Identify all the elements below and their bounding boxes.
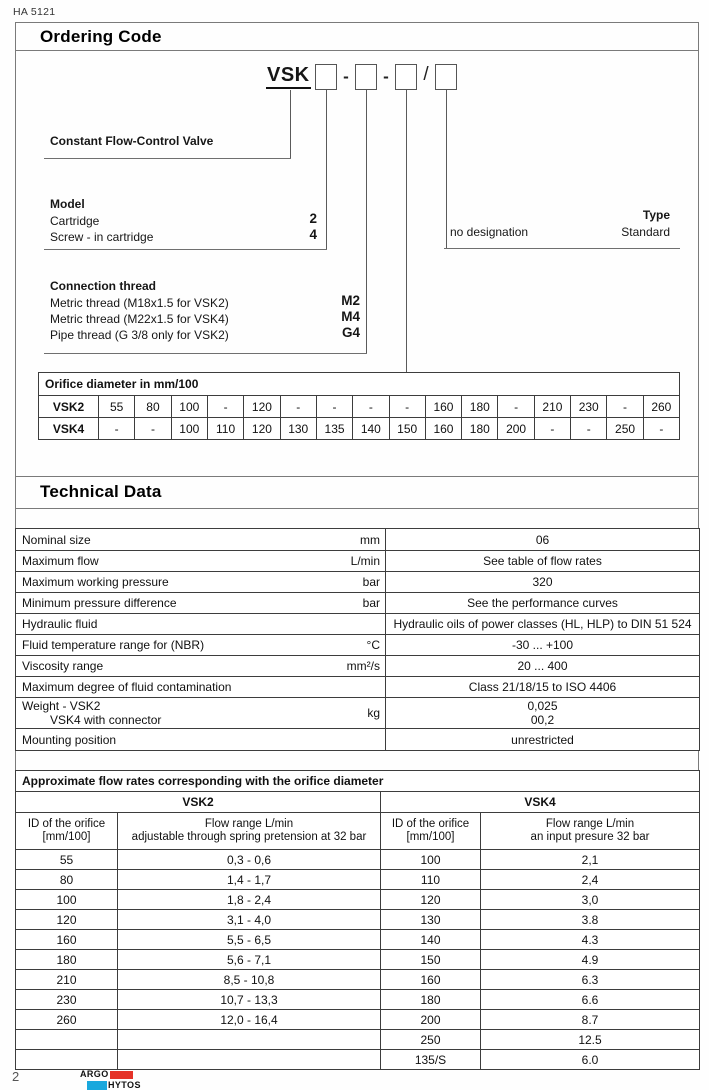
flow-cell: 10,7 - 13,3: [118, 990, 381, 1010]
orifice-cell: 110: [207, 418, 243, 440]
orifice-cell: 180: [462, 418, 498, 440]
tech-label: [22, 554, 99, 568]
orifice-cell: 160: [425, 418, 461, 440]
flow-cell: 3,0: [481, 890, 700, 910]
header-line: ID of the orifice: [391, 817, 470, 830]
tech-value-cell: [386, 698, 700, 729]
orifice-title-row: [39, 373, 680, 396]
orifice-cell: 120: [244, 418, 280, 440]
product-label-underline: [44, 158, 291, 159]
flow-cell: 6.0: [481, 1050, 700, 1070]
tech-label-line: Maximum working pressure: [22, 575, 169, 589]
flow-cell: 180: [381, 990, 481, 1010]
orifice-cell: 135: [316, 418, 352, 440]
tech-row: [16, 656, 700, 677]
tech-row: [16, 593, 700, 614]
header-line: Flow range L/min: [545, 817, 635, 830]
tech-value-cell: [386, 729, 700, 751]
flow-cell: 12,0 - 16,4: [118, 1010, 381, 1030]
flow-row: [16, 1010, 700, 1030]
orifice-cell: 160: [425, 396, 461, 418]
code-separator-2: -: [383, 67, 389, 86]
tech-label-cell: [16, 635, 386, 656]
tech-value-cell: [386, 656, 700, 677]
orifice-cell: 130: [280, 418, 316, 440]
ordering-code-title: Ordering Code: [40, 27, 162, 46]
tech-row: [16, 729, 700, 751]
logo-argo-text: ARGO: [80, 1069, 109, 1079]
flow-cell: 4.9: [481, 950, 700, 970]
tech-label-wrap: [16, 575, 385, 589]
flow-cell: 80: [16, 870, 118, 890]
orifice-cell: 120: [244, 396, 280, 418]
tech-tbody: [16, 529, 700, 751]
flow-cell: 55: [16, 850, 118, 870]
tech-label: [22, 680, 231, 694]
tech-label-wrap: [16, 554, 385, 568]
tech-value-line: Class 21/18/15 to ISO 4406: [468, 680, 617, 694]
flow-cell: [118, 1030, 381, 1050]
model-option-label: Cartridge: [50, 214, 100, 228]
tech-label-line: Weight - VSK2: [22, 699, 101, 713]
flow-cell: 150: [381, 950, 481, 970]
flow-cell: 160: [16, 930, 118, 950]
model-option-code: 4: [309, 227, 317, 242]
orifice-cell: -: [389, 396, 425, 418]
orifice-row-label: VSK4: [39, 418, 99, 440]
flow-cell: 3,1 - 4,0: [118, 910, 381, 930]
tech-label-wrap: [16, 638, 385, 652]
tech-label-cell: [16, 698, 386, 729]
header-line: ID of the orifice: [27, 817, 106, 830]
connection-option-label: Pipe thread (G 3/8 only for VSK2): [50, 328, 229, 342]
tech-label-line: Viscosity range: [22, 659, 104, 673]
flow-row: [16, 890, 700, 910]
flow-cell: [118, 1050, 381, 1070]
model-option-code: 2: [309, 211, 317, 226]
orifice-cell: -: [607, 396, 643, 418]
flow-group-row: [16, 792, 700, 813]
orifice-diameter-table: [38, 372, 680, 440]
flow-cell: 120: [381, 890, 481, 910]
header-line: Flow range L/min: [204, 817, 294, 830]
technical-data-title: Technical Data: [40, 482, 162, 501]
tech-label-cell: [16, 729, 386, 751]
orifice-table-title: Orifice diameter in mm/100: [39, 373, 680, 396]
ordering-code-prefix: VSK: [266, 64, 311, 89]
ordering-section-bottom: [15, 476, 699, 477]
ordering-title-divider: [15, 50, 699, 51]
flow-cell: 160: [381, 970, 481, 990]
orifice-cell: 200: [498, 418, 534, 440]
flow-cell: 135/S: [381, 1050, 481, 1070]
flow-row: [16, 870, 700, 890]
orifice-cell: -: [498, 396, 534, 418]
tech-label-line: Maximum degree of fluid contamination: [22, 680, 232, 694]
tech-label-cell: [16, 551, 386, 572]
tech-value-line: 00,2: [530, 713, 555, 727]
connector-line-model: [326, 90, 327, 249]
tech-unit: °C: [366, 638, 380, 652]
flow-cell: 0,3 - 0,6: [118, 850, 381, 870]
flow-header-vsk2-id: [16, 813, 118, 850]
doc-number: HA 5121: [13, 6, 56, 18]
tech-label: [22, 699, 161, 727]
tech-value-cell: [386, 677, 700, 698]
orifice-cell: 250: [607, 418, 643, 440]
flow-group-vsk4: VSK4: [381, 792, 700, 813]
flow-cell: 5,5 - 6,5: [118, 930, 381, 950]
flow-row: [16, 910, 700, 930]
flow-row: [16, 970, 700, 990]
code-separator-1: -: [343, 67, 349, 86]
code-separator-3: /: [423, 64, 429, 85]
tech-label-line: Minimum pressure difference: [22, 596, 177, 610]
connector-line-orifice: [406, 90, 407, 372]
orifice-row-label: VSK2: [39, 396, 99, 418]
orifice-cell: 230: [571, 396, 607, 418]
code-box-connection: [355, 64, 377, 90]
tech-row: [16, 635, 700, 656]
tech-row: [16, 529, 700, 551]
flow-cell: 2,1: [481, 850, 700, 870]
flow-row: [16, 930, 700, 950]
tech-value-line: 06: [535, 532, 550, 547]
tech-label: [22, 533, 91, 547]
flow-cell: 6.6: [481, 990, 700, 1010]
logo-top-row: [80, 1070, 141, 1079]
orifice-cell: -: [643, 418, 679, 440]
tech-label-wrap: [16, 617, 385, 631]
tech-value-line: See table of flow rates: [483, 554, 602, 568]
tech-label-cell: [16, 572, 386, 593]
orifice-cell: -: [207, 396, 243, 418]
orifice-cell: 210: [534, 396, 570, 418]
flow-cell: 2,4: [481, 870, 700, 890]
product-label: Constant Flow-Control Valve: [50, 134, 214, 148]
tech-row: [16, 551, 700, 572]
tech-value-line: See the performance curves: [467, 596, 618, 610]
orifice-cell: 100: [171, 396, 207, 418]
orifice-cell: -: [99, 418, 135, 440]
flow-cell: 180: [16, 950, 118, 970]
flow-header-vsk2-flow: [118, 813, 381, 850]
flow-cell: 110: [381, 870, 481, 890]
tech-unit: L/min: [350, 554, 380, 568]
connector-line-connection: [366, 90, 367, 353]
type-block-underline: [444, 248, 680, 249]
flow-row: [16, 1050, 700, 1070]
tech-label: [22, 617, 97, 631]
connection-option-code: M4: [341, 309, 360, 324]
flow-cell: 120: [16, 910, 118, 930]
tech-label-line: Hydraulic fluid: [22, 617, 98, 631]
flow-cell: 8,5 - 10,8: [118, 970, 381, 990]
flow-cell: 130: [381, 910, 481, 930]
tech-label-wrap: [16, 680, 385, 694]
type-heading: Type: [642, 208, 670, 222]
tech-label: [22, 596, 177, 610]
tech-label-wrap: [16, 733, 385, 747]
tech-label-line: VSK4 with connector: [50, 713, 162, 727]
orifice-cell: 55: [99, 396, 135, 418]
tech-value-line: -30 ... +100: [511, 638, 574, 652]
flow-header-row: [16, 813, 700, 850]
flow-cell: 5,6 - 7,1: [118, 950, 381, 970]
connection-option-code: M2: [341, 293, 360, 308]
connector-line-prefix: [290, 90, 291, 158]
connection-heading: Connection thread: [50, 279, 157, 293]
flow-cell: 8.7: [481, 1010, 700, 1030]
connection-option-label: Metric thread (M22x1.5 for VSK4): [50, 312, 229, 326]
orifice-cell: 100: [171, 418, 207, 440]
header-line: [mm/100]: [42, 831, 91, 843]
orifice-cell: -: [280, 396, 316, 418]
flow-title-row: [16, 771, 700, 792]
tech-value-cell: [386, 614, 700, 635]
tech-row: [16, 614, 700, 635]
tech-label-cell: [16, 656, 386, 677]
flow-tbody: [16, 771, 700, 1070]
tech-label: [22, 659, 103, 673]
tech-label-line: Fluid temperature range for (NBR): [22, 638, 205, 652]
logo-bottom-row: [87, 1080, 141, 1090]
flow-cell: [16, 1050, 118, 1070]
tech-label-wrap: [16, 699, 385, 727]
type-option-label: no designation: [450, 225, 529, 239]
flow-cell: 230: [16, 990, 118, 1010]
flow-row: [16, 950, 700, 970]
orifice-cell: 180: [462, 396, 498, 418]
tech-unit: bar: [362, 596, 380, 610]
tech-row: [16, 698, 700, 729]
tech-unit: bar: [362, 575, 380, 589]
orifice-cell: -: [571, 418, 607, 440]
technical-title-divider: [15, 508, 699, 509]
flow-cell: 4.3: [481, 930, 700, 950]
connector-line-type: [446, 90, 447, 248]
flow-cell: 260: [16, 1010, 118, 1030]
flow-cell: 1,4 - 1,7: [118, 870, 381, 890]
connection-option-code: G4: [341, 325, 360, 340]
tech-label-cell: [16, 677, 386, 698]
tech-unit: mm²/s: [346, 659, 380, 673]
tech-value-line: 0,025: [527, 699, 558, 713]
flow-table-title: Approximate flow rates corresponding with the orifice diameter: [16, 771, 700, 792]
connection-block-underline: [44, 353, 367, 354]
logo-red-block: [110, 1071, 133, 1079]
flow-cell: 100: [16, 890, 118, 910]
orifice-cell: -: [353, 396, 389, 418]
orifice-row: [39, 418, 680, 440]
flow-header-vsk4-id: [381, 813, 481, 850]
flow-rates-table: [15, 770, 700, 1070]
header-line: adjustable through spring pretension at 32 bar: [131, 831, 367, 843]
header-line: [mm/100]: [406, 831, 455, 843]
tech-label: [22, 638, 204, 652]
flow-cell: 100: [381, 850, 481, 870]
orifice-cell: -: [316, 396, 352, 418]
flow-group-vsk2: VSK2: [16, 792, 381, 813]
tech-value-cell: [386, 529, 700, 551]
flow-row: [16, 850, 700, 870]
logo-cyan-block: [87, 1081, 107, 1090]
flow-row: [16, 990, 700, 1010]
tech-value-cell: [386, 551, 700, 572]
flow-cell: 3.8: [481, 910, 700, 930]
flow-cell: 6.3: [481, 970, 700, 990]
tech-label-wrap: [16, 596, 385, 610]
tech-row: [16, 677, 700, 698]
tech-label-cell: [16, 614, 386, 635]
orifice-cell: 140: [353, 418, 389, 440]
orifice-cell: 150: [389, 418, 425, 440]
logo-hytos-text: HYTOS: [108, 1079, 141, 1090]
code-box-orifice: [395, 64, 417, 90]
model-option-label: Screw - in cartridge: [50, 230, 154, 244]
tech-value-cell: [386, 593, 700, 614]
technical-data-table: [15, 528, 700, 751]
tech-value-line: Hydraulic oils of power classes (HL, HLP) to DIN 51 524: [393, 617, 692, 631]
code-box-type: [435, 64, 457, 90]
flow-cell: [16, 1030, 118, 1050]
tech-label: [22, 575, 169, 589]
tech-label-line: Nominal size: [22, 532, 91, 547]
code-box-model: [315, 64, 337, 90]
tech-label-line: Maximum flow: [22, 554, 99, 568]
flow-cell: 250: [381, 1030, 481, 1050]
model-heading: Model: [50, 197, 85, 211]
tech-value-line: 320: [532, 575, 553, 589]
flow-header-vsk4-flow: [481, 813, 700, 850]
tech-value-line: unrestricted: [511, 732, 574, 747]
argo-hytos-logo: [80, 1070, 141, 1090]
tech-unit: kg: [367, 706, 380, 720]
tech-label-line: Mounting position: [22, 732, 117, 747]
orifice-cell: -: [534, 418, 570, 440]
page-number: 2: [12, 1069, 20, 1084]
flow-cell: 200: [381, 1010, 481, 1030]
header-line: an input presure 32 bar: [530, 831, 650, 843]
flow-row: [16, 1030, 700, 1050]
tech-value-line: 20 ... 400: [517, 659, 568, 673]
tech-label-cell: [16, 529, 386, 551]
tech-value-cell: [386, 572, 700, 593]
tech-label: [22, 733, 116, 747]
orifice-cell: 260: [643, 396, 679, 418]
connection-option-label: Metric thread (M18x1.5 for VSK2): [50, 296, 229, 310]
tech-label-wrap: [16, 533, 385, 547]
model-block-underline: [44, 249, 327, 250]
flow-cell: 1,8 - 2,4: [118, 890, 381, 910]
orifice-row: [39, 396, 680, 418]
flow-cell: 210: [16, 970, 118, 990]
flow-cell: 12.5: [481, 1030, 700, 1050]
flow-cell: 140: [381, 930, 481, 950]
orifice-cell: 80: [135, 396, 171, 418]
orifice-cell: -: [135, 418, 171, 440]
tech-label-wrap: [16, 659, 385, 673]
tech-row: [16, 572, 700, 593]
orifice-tbody: [39, 373, 680, 440]
tech-label-cell: [16, 593, 386, 614]
tech-value-cell: [386, 635, 700, 656]
tech-unit: mm: [360, 532, 380, 547]
type-option-code: Standard: [621, 225, 670, 239]
